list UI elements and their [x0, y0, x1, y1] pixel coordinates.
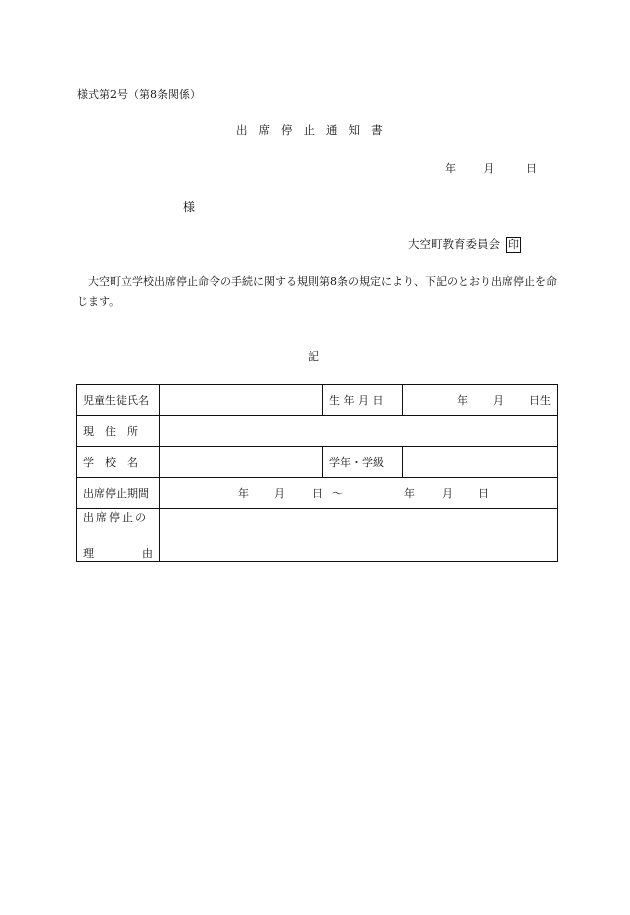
- notice-body: 大空町立学校出席停止命令の手続に関する規則第8条の規定により、下記のとおり出席停止を命じます。: [77, 275, 557, 308]
- form-number: 様式第2号（第8条関係）: [77, 88, 201, 101]
- period-field[interactable]: [160, 478, 558, 509]
- addressee-honorific: 様: [183, 200, 196, 214]
- grade-field[interactable]: [403, 447, 558, 478]
- table-row: [77, 385, 558, 416]
- address-field[interactable]: [160, 416, 558, 447]
- reason-label-ri: 理: [83, 547, 94, 560]
- student-name-label: 児童生徒氏名: [77, 385, 160, 416]
- student-name-field[interactable]: [160, 385, 323, 416]
- dob-field[interactable]: [403, 385, 558, 416]
- document-title: 出席停止通知書: [236, 123, 394, 137]
- date-year: 年: [445, 162, 456, 175]
- issue-date: [445, 160, 537, 176]
- seal-mark: 印: [508, 238, 519, 251]
- reason-field[interactable]: [160, 509, 558, 562]
- period-tilde: ～: [332, 487, 343, 500]
- issuer-line: [408, 236, 521, 253]
- date-month: 月: [483, 162, 495, 175]
- period-from-month: 月: [274, 487, 285, 500]
- period-to-day: 日: [478, 487, 489, 500]
- period-to-year: 年: [404, 487, 415, 500]
- dob-month: 月: [493, 394, 504, 407]
- table-row: [77, 416, 558, 447]
- period-from-day: 日: [312, 487, 323, 500]
- period-from-year: 年: [238, 487, 249, 500]
- table-row: [77, 447, 558, 478]
- table-row: [77, 509, 558, 562]
- dob-day: 日生: [529, 394, 551, 407]
- school-label: 学 校 名: [77, 447, 160, 478]
- dob-label: 生 年 月 日: [323, 385, 403, 416]
- table-row: [77, 478, 558, 509]
- reason-label-line1: 出席停止の: [83, 511, 148, 524]
- dob-year: 年: [457, 394, 468, 407]
- date-day: 日: [526, 162, 537, 175]
- issuer-name: 大空町教育委員会: [408, 237, 500, 251]
- school-field[interactable]: [160, 447, 323, 478]
- grade-label: 学年・学級: [323, 447, 403, 478]
- detail-table: [76, 384, 558, 562]
- period-label: 出席停止期間: [77, 478, 160, 509]
- address-label: 現 住 所: [77, 416, 160, 447]
- period-to-month: 月: [442, 487, 453, 500]
- reason-label-yu: 由: [142, 547, 153, 560]
- reason-label: [77, 509, 160, 562]
- ki-heading: 記: [308, 350, 319, 363]
